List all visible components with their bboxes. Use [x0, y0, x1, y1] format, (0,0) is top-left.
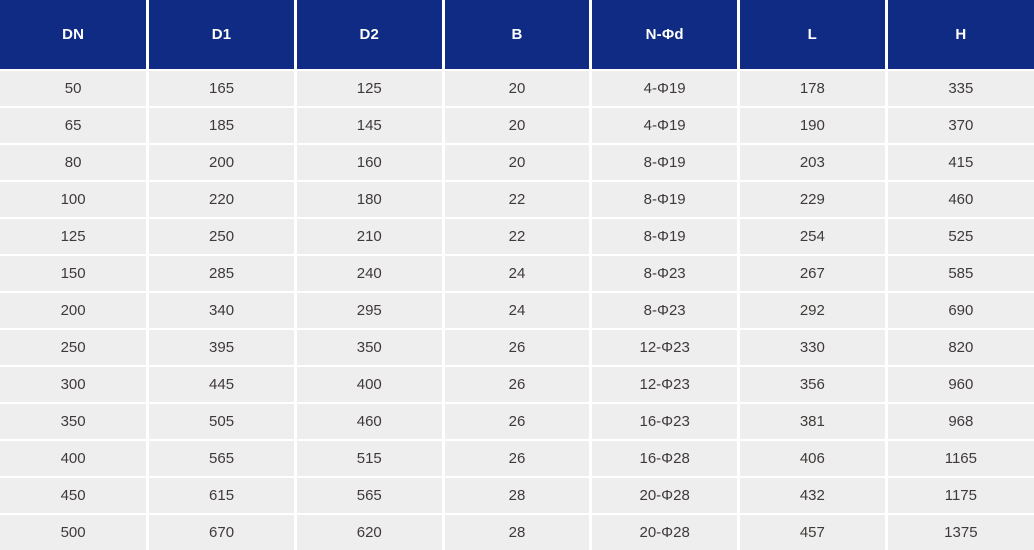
table-cell-h: 1165 — [886, 440, 1034, 477]
table-cell-n-phi-d: 16-Φ28 — [591, 440, 739, 477]
table-cell-b: 28 — [443, 477, 591, 514]
table-cell-h: 820 — [886, 329, 1034, 366]
table-cell-dn: 450 — [0, 477, 148, 514]
table-cell-h: 525 — [886, 218, 1034, 255]
table-cell-d1: 670 — [148, 514, 296, 550]
table-cell-d2: 460 — [295, 403, 443, 440]
table-cell-n-phi-d: 8-Φ19 — [591, 181, 739, 218]
table-row — [0, 440, 1034, 477]
table-row — [0, 255, 1034, 292]
table-cell-b: 20 — [443, 70, 591, 107]
table-row — [0, 477, 1034, 514]
table-cell-d2: 240 — [295, 255, 443, 292]
table-cell-h: 415 — [886, 144, 1034, 181]
table-cell-b: 20 — [443, 107, 591, 144]
table-cell-d1: 165 — [148, 70, 296, 107]
table-cell-d2: 400 — [295, 366, 443, 403]
table-row — [0, 144, 1034, 181]
table-cell-h: 968 — [886, 403, 1034, 440]
table-cell-d1: 220 — [148, 181, 296, 218]
table-cell-l: 229 — [739, 181, 887, 218]
table-cell-l: 330 — [739, 329, 887, 366]
table-cell-l: 457 — [739, 514, 887, 550]
table-row — [0, 292, 1034, 329]
table-cell-dn: 250 — [0, 329, 148, 366]
table-row — [0, 70, 1034, 107]
table-cell-n-phi-d: 8-Φ19 — [591, 218, 739, 255]
table-cell-b: 28 — [443, 514, 591, 550]
table-cell-dn: 65 — [0, 107, 148, 144]
table-cell-n-phi-d: 20-Φ28 — [591, 477, 739, 514]
table-cell-h: 335 — [886, 70, 1034, 107]
table-cell-l: 178 — [739, 70, 887, 107]
table-cell-l: 292 — [739, 292, 887, 329]
table-cell-n-phi-d: 16-Φ23 — [591, 403, 739, 440]
table-cell-b: 24 — [443, 255, 591, 292]
table-row — [0, 181, 1034, 218]
column-header-n-phi-d: N-Φd — [591, 0, 739, 70]
table-row — [0, 403, 1034, 440]
table-cell-l: 254 — [739, 218, 887, 255]
table-cell-d1: 250 — [148, 218, 296, 255]
table-cell-d2: 515 — [295, 440, 443, 477]
table-cell-dn: 100 — [0, 181, 148, 218]
table-cell-h: 370 — [886, 107, 1034, 144]
table-cell-n-phi-d: 8-Φ23 — [591, 255, 739, 292]
table-cell-d1: 185 — [148, 107, 296, 144]
table-cell-b: 22 — [443, 181, 591, 218]
table-cell-d2: 620 — [295, 514, 443, 550]
table-cell-b: 26 — [443, 440, 591, 477]
table-cell-d1: 285 — [148, 255, 296, 292]
table-cell-n-phi-d: 4-Φ19 — [591, 70, 739, 107]
column-header-d1: D1 — [148, 0, 296, 70]
table-cell-d2: 295 — [295, 292, 443, 329]
table-row — [0, 218, 1034, 255]
table-cell-d1: 565 — [148, 440, 296, 477]
table-cell-n-phi-d: 8-Φ23 — [591, 292, 739, 329]
table-cell-l: 190 — [739, 107, 887, 144]
table-cell-d1: 200 — [148, 144, 296, 181]
table-cell-n-phi-d: 20-Φ28 — [591, 514, 739, 550]
table-cell-d2: 125 — [295, 70, 443, 107]
table-cell-dn: 400 — [0, 440, 148, 477]
table-cell-dn: 125 — [0, 218, 148, 255]
table-cell-dn: 500 — [0, 514, 148, 550]
table-cell-d1: 445 — [148, 366, 296, 403]
table-cell-n-phi-d: 8-Φ19 — [591, 144, 739, 181]
column-header-b: B — [443, 0, 591, 70]
table-cell-l: 267 — [739, 255, 887, 292]
table-cell-dn: 50 — [0, 70, 148, 107]
table-cell-dn: 80 — [0, 144, 148, 181]
table-cell-h: 585 — [886, 255, 1034, 292]
table-cell-d2: 180 — [295, 181, 443, 218]
table-cell-l: 356 — [739, 366, 887, 403]
table-cell-b: 26 — [443, 403, 591, 440]
table-cell-h: 1375 — [886, 514, 1034, 550]
table-cell-l: 203 — [739, 144, 887, 181]
table-cell-dn: 150 — [0, 255, 148, 292]
table-row — [0, 366, 1034, 403]
table-cell-b: 26 — [443, 329, 591, 366]
table-cell-b: 24 — [443, 292, 591, 329]
table-cell-n-phi-d: 12-Φ23 — [591, 329, 739, 366]
column-header-d2: D2 — [295, 0, 443, 70]
table-cell-n-phi-d: 4-Φ19 — [591, 107, 739, 144]
table-cell-h: 460 — [886, 181, 1034, 218]
table-body — [0, 70, 1034, 550]
column-header-dn: DN — [0, 0, 148, 70]
table-cell-dn: 300 — [0, 366, 148, 403]
table-cell-d2: 145 — [295, 107, 443, 144]
table-row — [0, 329, 1034, 366]
table-cell-dn: 350 — [0, 403, 148, 440]
table-row — [0, 514, 1034, 550]
table-cell-h: 690 — [886, 292, 1034, 329]
table-header — [0, 0, 1034, 70]
table-row — [0, 107, 1034, 144]
table-cell-h: 960 — [886, 366, 1034, 403]
table-cell-d2: 210 — [295, 218, 443, 255]
table-cell-d1: 340 — [148, 292, 296, 329]
table-cell-d1: 395 — [148, 329, 296, 366]
table-cell-h: 1175 — [886, 477, 1034, 514]
header-row — [0, 0, 1034, 70]
table-cell-l: 432 — [739, 477, 887, 514]
table-cell-d2: 565 — [295, 477, 443, 514]
table-cell-n-phi-d: 12-Φ23 — [591, 366, 739, 403]
table-cell-l: 381 — [739, 403, 887, 440]
table-cell-d1: 615 — [148, 477, 296, 514]
column-header-h: H — [886, 0, 1034, 70]
table-cell-d1: 505 — [148, 403, 296, 440]
table-cell-b: 22 — [443, 218, 591, 255]
table-cell-dn: 200 — [0, 292, 148, 329]
table-cell-b: 26 — [443, 366, 591, 403]
table-cell-b: 20 — [443, 144, 591, 181]
table-cell-d2: 350 — [295, 329, 443, 366]
column-header-l: L — [739, 0, 887, 70]
table-cell-d2: 160 — [295, 144, 443, 181]
table-cell-l: 406 — [739, 440, 887, 477]
